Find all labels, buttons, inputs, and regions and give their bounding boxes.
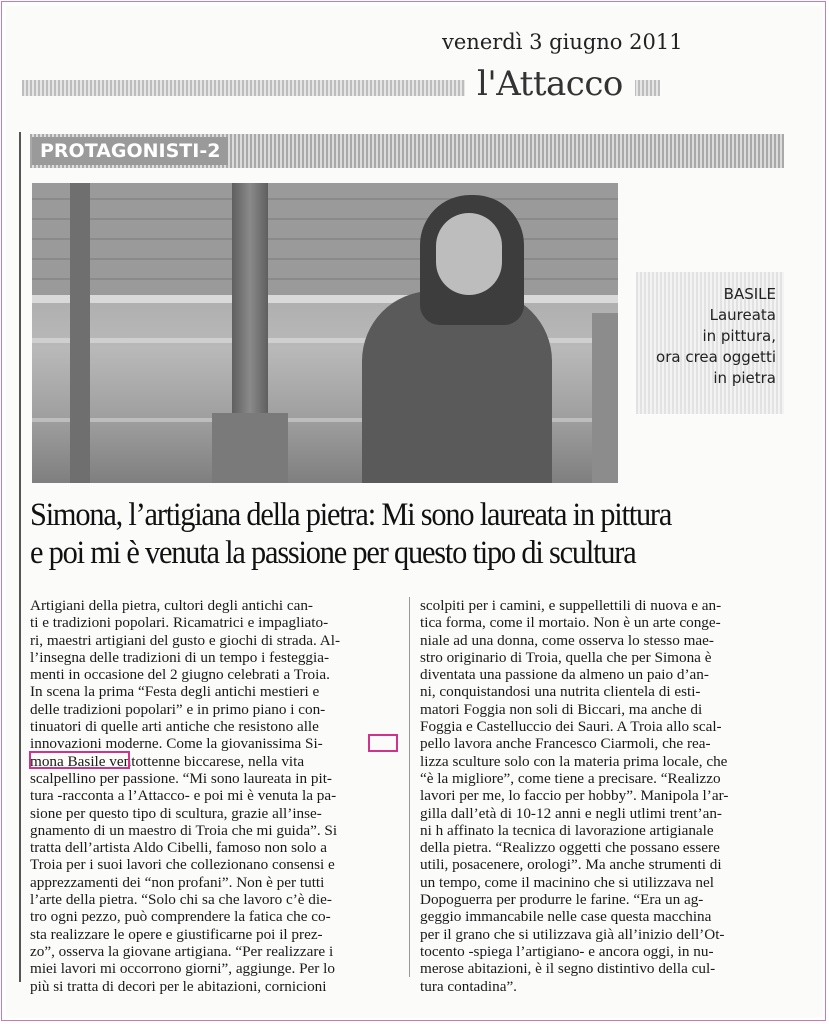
text-line: diventata una passione da almeno un paio d’an- xyxy=(420,666,709,684)
photo-figure-right xyxy=(592,313,618,483)
text-line: ti e tradizioni popolari. Ricamatrici e impagliato- xyxy=(30,614,329,632)
photo-person-face xyxy=(436,213,502,295)
text-line: mona Basile ventottenne biccarese, nella vita xyxy=(30,752,305,770)
text-line: ri, maestri artigiani del gusto e giochi di strada. Al- xyxy=(30,631,341,649)
article-column-1 xyxy=(30,597,402,995)
article-column-2 xyxy=(420,597,792,995)
text-line: matori Foggia non soli di Biccari, ma anche di xyxy=(420,700,703,718)
text-line: gnamento di un maestro di Troia che mi guida”. Si xyxy=(30,821,338,839)
text-line: miei lavori mi occorrono giorni”, aggiunge. Per lo xyxy=(30,960,335,978)
text-line: “è la migliore”, come tiene a precisare. “Realizzo xyxy=(420,769,721,787)
photo-wall xyxy=(32,183,618,298)
text-line: sione per questo tipo di scultura, grazie all’inse- xyxy=(30,804,322,822)
column-rule xyxy=(409,597,410,977)
text-line: sta realizzare le opere e giustificarne poi il prez- xyxy=(30,925,323,943)
text-line: menti in occasione del 2 giugno celebrati a Troia. xyxy=(30,666,330,684)
text-line: ni, conquistandosi una nutrita clientela di esti- xyxy=(420,683,701,701)
text-line: tura contadina”. xyxy=(420,977,517,995)
caption-line: Laureata xyxy=(709,306,776,324)
text-line: tro ogni pezzo, può comprendere la fatica che co- xyxy=(30,908,331,926)
text-line: per il grano che si utilizzava già all’inizio dell’Ot- xyxy=(420,925,725,943)
text-line: tocento -spiega l’artigiano- e ancora oggi, in nu- xyxy=(420,942,714,960)
text-line: pello lavora anche Francesco Ciarmoli, che rea- xyxy=(420,735,711,753)
text-line: lavori per me, lo faccio per hobby”. Manipola l’ar- xyxy=(420,787,729,805)
text-line: Artigiani della pietra, cultori degli antichi can- xyxy=(30,597,313,614)
caption-line: in pietra xyxy=(713,369,776,387)
article-photo xyxy=(32,183,618,483)
photo-railing xyxy=(32,295,618,303)
text-line: lizza sculture solo con la materia prima locale, che xyxy=(420,752,728,770)
text-line: tratta dell’artista Aldo Cibelli, famoso non solo a xyxy=(30,839,327,857)
name-highlight-box xyxy=(29,751,130,769)
text-line: innovazioni moderne. Come la giovanissima Si- xyxy=(30,735,323,753)
headline-line-2: e poi mi è venuta la passione per questo tipo di scultura xyxy=(30,535,636,571)
text-line: utili, posacenere, orologi”. Ma anche strumenti di xyxy=(420,856,722,874)
text-line: della pietra. “Realizzo oggetti che possano essere xyxy=(420,839,720,857)
name-highlight-box xyxy=(368,734,398,752)
text-line: zo”, osserva la giovane artigiana. “Per realizzare i xyxy=(30,942,334,960)
text-line: scalpellino per passione. “Mi sono laureata in pit- xyxy=(30,769,332,787)
photo-lamppost-base xyxy=(212,413,288,483)
headline-line-1: Simona, l’artigiana della pietra: Mi sono laureata in pittura xyxy=(30,497,672,533)
text-line: ni h affinato la tecnica di lavorazione artigianale xyxy=(420,821,714,839)
text-line: scolpiti per i camini, e suppellettili di nuova e an- xyxy=(420,597,722,614)
masthead-logo: l'Attacco xyxy=(465,64,635,104)
text-line: l’arte della pietra. “Solo chi sa che lavoro c’è die- xyxy=(30,891,332,909)
caption-line: in pittura, xyxy=(702,327,776,345)
text-line: l’insegna delle tradizioni di un tempo i festeggia- xyxy=(30,648,330,666)
text-line: geggio immancabile nelle case questa macchina xyxy=(420,908,712,926)
text-line: tinuatori di quelle arti antiche che resistono alle xyxy=(30,718,319,736)
left-column-rule xyxy=(19,132,21,982)
caption-line: BASILE xyxy=(723,285,776,303)
text-line: tica forma, come il mortaio. Non è un arte conge- xyxy=(420,614,721,632)
text-line: apprezzamenti dei “non profani”. Non è per tutti xyxy=(30,873,325,891)
text-line: più si tratta di decori per le abitazioni, cornicioni xyxy=(30,977,327,995)
section-label: PROTAGONISTI-2 xyxy=(32,137,228,165)
text-line: tura -racconta a l’Attacco- e poi mi è venuta la pa- xyxy=(30,787,337,805)
text-line: un tempo, come il macinino che si utilizzava nel xyxy=(420,873,714,891)
issue-date: venerdì 3 giugno 2011 xyxy=(442,30,683,54)
photo-post xyxy=(70,183,90,483)
photo-caption xyxy=(636,272,784,414)
text-line: gilla dall’età di 10-12 anni e negli utlimi trent’an- xyxy=(420,804,722,822)
caption-line: ora crea oggetti xyxy=(656,348,776,366)
text-line: delle tradizioni popolari” e in primo piano i con- xyxy=(30,700,326,718)
text-line: In scena la prima “Festa degli antichi mestieri e xyxy=(30,683,320,701)
text-line: niale ad una donna, come osserva lo stesso mae- xyxy=(420,631,714,649)
article-headline xyxy=(30,496,729,572)
text-line: stro originario di Troia, quella che per Simona è xyxy=(420,648,712,666)
text-line: merose abitazioni, è il segno distintivo della cul- xyxy=(420,960,716,978)
text-line: Foggia e Castelluccio dei Sauri. A Troia allo scal- xyxy=(420,718,722,736)
text-line: Troia per i suoi lavori che collezionano consensi e xyxy=(30,856,335,874)
text-line: Dopoguerra per produrre le farine. “Era un ag- xyxy=(420,891,704,909)
